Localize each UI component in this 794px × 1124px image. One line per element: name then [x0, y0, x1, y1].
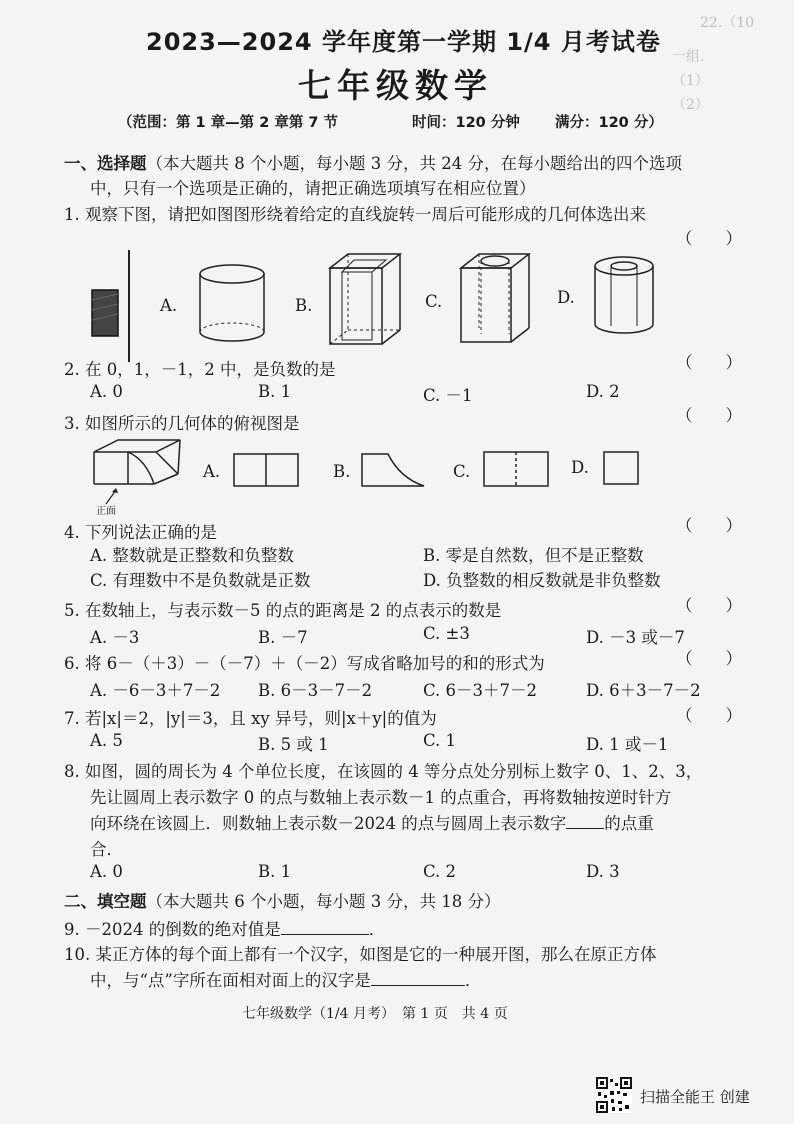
question-8-line-4: 合． [90, 840, 123, 859]
q8-option-d[interactable]: D. 3 [586, 862, 620, 881]
question-8-line-2: 先让圆周上表示数字 0 的点与数轴上表示数－1 的点重合，再将数轴按逆时针方 [90, 788, 672, 807]
answer-paren: （ ） [676, 596, 742, 615]
question-8-text-end: 的点重 [604, 814, 654, 833]
q3-option-b-view [360, 450, 430, 490]
q5-option-c[interactable]: C. ±3 [423, 624, 470, 643]
q5-option-b[interactable]: B. －7 [258, 628, 308, 647]
q1-option-b-box [326, 250, 406, 350]
q9-answer-blank[interactable] [281, 918, 369, 935]
q7-option-b[interactable]: B. 5 或 1 [258, 735, 329, 754]
answer-paren: （ ） [676, 706, 742, 725]
q6-option-d[interactable]: D. 6＋3－7－2 [586, 681, 701, 700]
exam-time: 时间：120 分钟 [412, 115, 520, 131]
answer-paren: （ ） [676, 353, 742, 372]
q1-option-d[interactable]: D. [557, 288, 575, 307]
q4-option-a[interactable]: A. 整数就是正整数和负整数 [90, 546, 294, 565]
question-8-text: 向环绕在该圆上．则数轴上表示数－2024 的点与圆周上表示数字 [90, 814, 567, 833]
exam-subtitle: 七年级数学 [298, 66, 493, 105]
question-8-line-1: 8. 如图，圆的周长为 4 个单位长度，在该圆的 4 等分点处分别标上数字 0、1、2、3， [64, 762, 703, 781]
q7-option-c[interactable]: C. 1 [423, 731, 457, 750]
q3-option-c[interactable]: C. [453, 462, 471, 481]
question-9-end: ． [368, 920, 386, 939]
q3-option-d-view [602, 450, 642, 486]
q2-option-b[interactable]: B. 1 [258, 382, 292, 401]
scanner-watermark: 扫描全能王 创建 [640, 1088, 750, 1106]
question-10-text: 中，与“点”字所在面相对面上的汉字是 [90, 971, 371, 990]
q8-option-b[interactable]: B. 1 [258, 862, 292, 881]
answer-paren: （ ） [676, 516, 742, 535]
q1-option-c[interactable]: C. [425, 292, 443, 311]
bleed-text: （1） [672, 73, 709, 89]
bleed-text: 一组. [672, 49, 705, 65]
q6-option-c[interactable]: C. 6－3＋7－2 [423, 681, 538, 700]
question-6: 6. 将 6－（＋3）－（－7）＋（－2）写成省略加号的和的形式为 [64, 654, 545, 673]
question-9 [64, 916, 385, 940]
q6-option-a[interactable]: A. －6－3＋7－2 [90, 681, 221, 700]
q8-answer-blank[interactable] [566, 812, 604, 829]
question-3: 3. 如图所示的几何体的俯视图是 [64, 414, 300, 433]
q3-front-label: 正面 [96, 506, 116, 517]
q2-option-d[interactable]: D. 2 [586, 382, 620, 401]
q1-option-b[interactable]: B. [295, 296, 313, 315]
q4-option-d[interactable]: D. 负整数的相反数就是非负整数 [423, 571, 661, 590]
q2-option-a[interactable]: A. 0 [90, 382, 123, 401]
q5-option-a[interactable]: A. －3 [90, 628, 140, 647]
bleed-text: 22.（10 [700, 15, 755, 31]
q1-option-d-hollow-cylinder [590, 252, 660, 342]
q3-option-a[interactable]: A. [203, 462, 221, 481]
q7-option-d[interactable]: D. 1 或－1 [586, 735, 669, 754]
section1-heading [64, 150, 682, 174]
q1-rotation-figure [82, 246, 142, 366]
section2-heading [64, 888, 500, 912]
question-10-end: ． [464, 971, 482, 990]
section1-desc: （本大题共 8 个小题，每小题 3 分，共 24 分，在每小题给出的四个选项 [146, 154, 682, 173]
section2-title: 二、填空题 [64, 892, 147, 911]
answer-paren: （ ） [676, 406, 742, 425]
q1-option-a-cylinder [194, 262, 270, 346]
page-footer: 七年级数学（1/4 月考） 第 1 页 共 4 页 [242, 1006, 508, 1022]
exam-score: 满分：120 分） [555, 115, 663, 131]
question-4: 4. 下列说法正确的是 [64, 523, 217, 542]
q10-answer-blank[interactable] [371, 969, 465, 986]
q2-option-c[interactable]: C. －1 [423, 386, 473, 405]
section1-title: 一、选择题 [64, 154, 147, 173]
answer-paren: （ ） [676, 229, 742, 248]
q3-option-b[interactable]: B. [333, 462, 351, 481]
section1-desc-2: 中，只有一个选项是正确的，请把正确选项填写在相应位置） [90, 179, 536, 198]
question-1: 1. 观察下图，请把如图图形绕着给定的直线旋转一周后可能形成的几何体选出来 [64, 205, 646, 224]
q1-option-c-box-with-hole [455, 248, 535, 348]
section2-desc: （本大题共 6 个小题，每小题 3 分，共 18 分） [146, 892, 501, 911]
q6-option-b[interactable]: B. 6－3－7－2 [258, 681, 373, 700]
q8-option-a[interactable]: A. 0 [90, 862, 123, 881]
q3-option-a-view [232, 452, 302, 488]
q4-option-b[interactable]: B. 零是自然数，但不是正整数 [423, 546, 644, 565]
question-10-line-2 [90, 967, 481, 991]
q5-option-d[interactable]: D. －3 或－7 [586, 628, 685, 647]
question-5: 5. 在数轴上，与表示数－5 的点的距离是 2 的点表示的数是 [64, 601, 502, 620]
exam-title: 2023—2024 学年度第一学期 1/4 月考试卷 [146, 28, 661, 56]
question-2: 2. 在 0，1，－1，2 中，是负数的是 [64, 360, 336, 379]
q8-option-c[interactable]: C. 2 [423, 862, 457, 881]
q3-option-d[interactable]: D. [571, 458, 589, 477]
q3-option-c-view [482, 450, 552, 490]
q7-option-a[interactable]: A. 5 [90, 731, 123, 750]
answer-paren: （ ） [676, 649, 742, 668]
q1-option-a[interactable]: A. [160, 296, 178, 315]
bleed-text: （2） [672, 97, 709, 113]
q4-option-c[interactable]: C. 有理数中不是负数就是正数 [90, 571, 311, 590]
question-7: 7. 若|x|＝2，|y|＝3，且 xy 异号，则|x＋y|的值为 [64, 709, 437, 728]
question-9-text: 9. －2024 的倒数的绝对值是 [64, 920, 281, 939]
question-10-line-1: 10. 某正方体的每个面上都有一个汉字，如图是它的一种展开图，那么在原正方体 [64, 945, 657, 964]
qr-code-icon [596, 1077, 632, 1113]
question-8-line-3 [90, 810, 654, 834]
exam-range: （范围：第 1 章—第 2 章第 7 节 [118, 115, 339, 131]
